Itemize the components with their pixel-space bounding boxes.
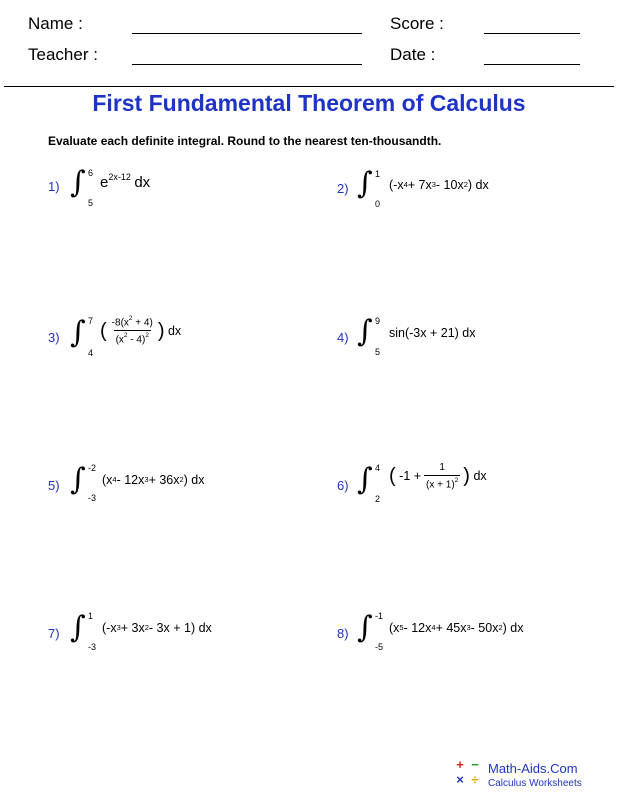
- expression-part: ): [157, 319, 165, 342]
- exponent: 2: [498, 622, 503, 632]
- problem-number: 8): [337, 626, 349, 641]
- problem-number: 4): [337, 330, 349, 345]
- operator-grid-icon: [453, 758, 483, 788]
- integrand: [100, 171, 151, 191]
- exponent: 2: [179, 474, 184, 484]
- problem-5: [48, 462, 328, 542]
- lower-limit: 0: [375, 199, 381, 209]
- expression-part: + 3x: [120, 621, 145, 635]
- score-line[interactable]: [484, 33, 580, 34]
- header-divider: [4, 86, 614, 87]
- lower-limit: 5: [88, 198, 94, 208]
- problem-3: [48, 314, 328, 394]
- exponent: 4: [403, 179, 408, 189]
- problem-number: 7): [48, 626, 60, 641]
- lower-limit: -3: [88, 493, 97, 503]
- upper-limit: 9: [375, 316, 381, 326]
- integrand: [389, 178, 489, 192]
- math-aids-logo[interactable]: [453, 758, 613, 794]
- exponent: 2: [144, 622, 149, 632]
- expression-part: (x + 1): [426, 479, 455, 491]
- teacher-line[interactable]: [132, 64, 362, 65]
- name-label: Name :: [28, 14, 83, 33]
- integrand: [100, 316, 181, 346]
- operator-symbol-icon: ×: [456, 772, 464, 787]
- problem-1: [48, 165, 328, 248]
- expression-part: [114, 330, 151, 345]
- teacher-label: Teacher :: [28, 45, 98, 64]
- expression-part: + 36x: [148, 473, 180, 487]
- integral-sign: ∫: [70, 315, 86, 350]
- expression-part: -8(x: [111, 317, 129, 329]
- expression-part: ) dx: [183, 473, 205, 487]
- problem-number: 6): [337, 478, 349, 493]
- expression-part: - 12x: [403, 621, 432, 635]
- expression-part: [424, 475, 460, 490]
- upper-limit: 7: [88, 316, 94, 326]
- integral-sign: ∫: [357, 314, 373, 349]
- integral-sign: ∫: [357, 610, 373, 645]
- expression-part: + 4): [132, 317, 153, 329]
- lower-limit: 4: [88, 348, 94, 358]
- upper-limit: 1: [375, 169, 381, 179]
- expression-part: - 10x: [435, 178, 464, 192]
- expression-part: 1: [439, 462, 445, 473]
- exponent: 2: [463, 179, 468, 189]
- expression-part: + 7x: [407, 178, 432, 192]
- exponent: 3: [144, 474, 149, 484]
- expression-part: e: [100, 174, 109, 191]
- expression-part: (x: [115, 334, 124, 346]
- date-line[interactable]: [484, 64, 580, 65]
- expression-part: ): [463, 465, 470, 488]
- expression-part: dx: [167, 323, 182, 338]
- expression-part: (: [389, 465, 396, 488]
- operator-symbol-icon: ÷: [471, 772, 479, 787]
- exponent: 3: [116, 622, 121, 632]
- logo-site-name: Math-Aids.Com: [488, 761, 578, 776]
- logo-subtitle: Calculus Worksheets: [488, 778, 582, 789]
- expression-part: - 3x + 1) dx: [148, 621, 212, 635]
- expression-part: (: [100, 319, 107, 342]
- integral-sign: ∫: [357, 166, 373, 201]
- expression-part: - 50x: [470, 621, 499, 635]
- name-line[interactable]: [132, 33, 362, 34]
- problem-8: [337, 610, 607, 690]
- integral-sign: ∫: [70, 462, 86, 497]
- expression-part: - 4): [127, 334, 146, 346]
- upper-limit: 4: [375, 463, 381, 473]
- expression-part: dx: [473, 469, 487, 484]
- lower-limit: 5: [375, 347, 381, 357]
- page-title: First Fundamental Theorem of Calculus: [92, 90, 526, 116]
- expression-part: dx: [134, 174, 151, 191]
- problem-7: [48, 610, 328, 690]
- fraction: [424, 462, 460, 490]
- score-label: Score :: [390, 14, 444, 33]
- integrand: [389, 462, 487, 490]
- fraction: [110, 316, 155, 346]
- exponent: 3: [466, 622, 471, 632]
- expression-part: (-x: [102, 621, 117, 635]
- problem-number: 2): [337, 181, 349, 196]
- exponent: 2: [454, 477, 459, 484]
- exponent: 2: [145, 332, 149, 340]
- operator-symbol-icon: +: [456, 757, 464, 772]
- exponent: 2: [123, 332, 128, 340]
- exponent: 2: [128, 315, 133, 322]
- problem-number: 5): [48, 478, 60, 493]
- integral-sign: ∫: [357, 462, 373, 497]
- expression-part: ) dx: [467, 178, 489, 192]
- date-label: Date :: [390, 45, 436, 64]
- problem-number: 3): [48, 330, 60, 345]
- problem-6: [337, 462, 617, 542]
- expression-part: - 12x: [116, 473, 145, 487]
- integrand: [102, 621, 212, 635]
- expression-part: [110, 316, 155, 330]
- expression-part: ) dx: [502, 621, 524, 635]
- lower-limit: 2: [375, 494, 381, 504]
- expression-part: (-x: [389, 178, 404, 192]
- exponent: 4: [112, 474, 117, 484]
- upper-limit: 1: [88, 611, 94, 621]
- upper-limit: -2: [88, 463, 97, 473]
- problem-number: 1): [48, 179, 60, 194]
- expression-part: -1 +: [399, 469, 422, 484]
- integrand: [102, 473, 205, 487]
- problem-4: [337, 314, 617, 394]
- upper-limit: 6: [88, 168, 94, 178]
- exponent: 5: [399, 622, 404, 632]
- integral-sign: ∫: [70, 610, 86, 645]
- instructions: Evaluate each definite integral. Round to the nearest ten-thousandth.: [48, 134, 442, 148]
- operator-symbol-icon: −: [471, 757, 479, 772]
- integrand: sin(-3x + 21) dx: [389, 326, 476, 340]
- lower-limit: -5: [375, 642, 384, 652]
- exponent: 2x-12: [108, 171, 131, 182]
- problem-2: [337, 168, 617, 248]
- expression-part: (x: [389, 621, 400, 635]
- expression-part: (x: [102, 473, 113, 487]
- exponent: 3: [431, 179, 436, 189]
- expression-part: + 45x: [435, 621, 467, 635]
- integrand: [389, 621, 523, 635]
- integral-sign: ∫: [70, 165, 86, 200]
- upper-limit: -1: [375, 611, 384, 621]
- lower-limit: -3: [88, 642, 97, 652]
- exponent: 4: [431, 622, 436, 632]
